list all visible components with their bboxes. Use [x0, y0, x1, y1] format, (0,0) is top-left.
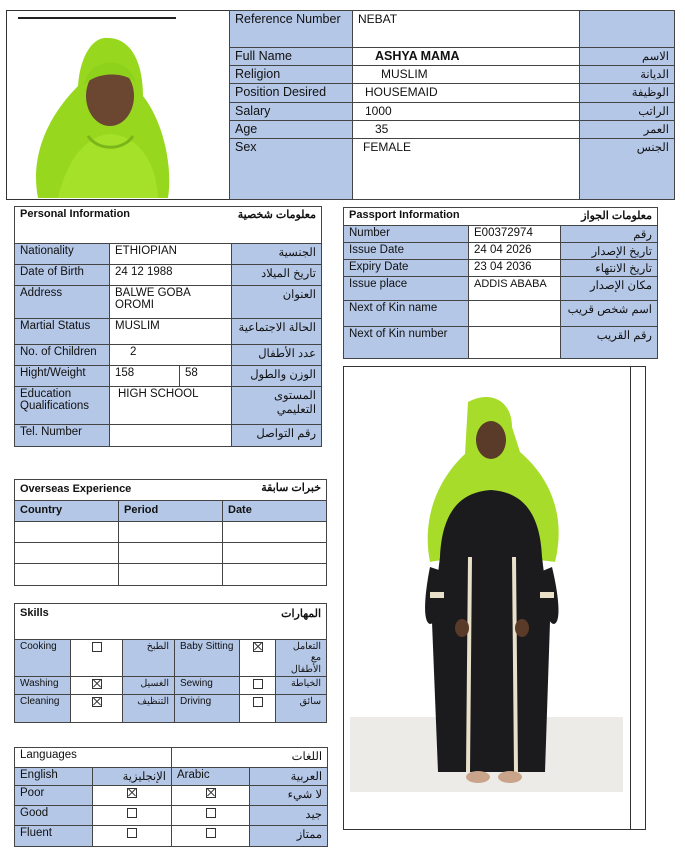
- skill-washing-checkbox[interactable]: [71, 677, 123, 695]
- position-value: HOUSEMAID: [353, 84, 580, 103]
- skill-babysitting-label: Baby Sitting: [175, 640, 240, 677]
- skill-sewing-ar: الخياطة: [276, 677, 327, 695]
- salary-ar: الراتب: [580, 103, 675, 121]
- arabic-fluent-checkbox[interactable]: [172, 826, 250, 847]
- languages-title: Languages: [15, 748, 172, 768]
- table-row: [15, 522, 327, 543]
- issue-date-label: Issue Date: [344, 243, 469, 260]
- issue-place-ar: مكان الإصدار: [561, 277, 658, 301]
- sex-label: Sex: [230, 139, 353, 200]
- address-ar: العنوان: [232, 286, 322, 319]
- skill-cooking-checkbox[interactable]: [71, 640, 123, 677]
- expiry-date-value: 23 04 2036: [469, 260, 561, 277]
- full-body-frame-divider: [630, 367, 631, 829]
- overseas-title: Overseas Experience: [15, 480, 223, 501]
- passport-number-label: Number: [344, 226, 469, 243]
- checkbox-icon: [92, 642, 102, 652]
- checkbox-icon: [253, 697, 263, 707]
- top-info-table: [229, 10, 675, 200]
- sex-value: FEMALE: [353, 139, 580, 200]
- kin-number-label: Next of Kin number: [344, 327, 469, 359]
- table-row: [15, 677, 327, 695]
- full-name-label: Full Name: [230, 48, 353, 66]
- height-weight-ar: الوزن والطول: [232, 366, 322, 387]
- position-label: Position Desired: [230, 84, 353, 103]
- salary-label: Salary: [230, 103, 353, 121]
- overseas-country-header: Country: [15, 501, 119, 522]
- marital-status-label: Martial Status: [15, 319, 110, 345]
- table-row: [15, 786, 328, 806]
- checked-box-icon: [127, 788, 137, 798]
- height-weight-label: Hight/Weight: [15, 366, 110, 387]
- skills-title-ar: المهارات: [175, 604, 327, 640]
- religion-value: MUSLIM: [353, 66, 580, 84]
- level-fluent-label: Fluent: [15, 826, 93, 847]
- sex-ar: الجنس: [580, 139, 675, 200]
- education-ar: المستوى التعليمي: [232, 387, 322, 425]
- level-good-label: Good: [15, 806, 93, 826]
- skill-washing-ar: الغسيل: [123, 677, 175, 695]
- dob-ar: تاريخ الميلاد: [232, 265, 322, 286]
- kin-number-ar: رقم القريب: [561, 327, 658, 359]
- level-poor-ar: لا شيء: [250, 786, 328, 806]
- overseas-table: [14, 479, 327, 586]
- height-value: 158: [110, 366, 180, 387]
- marital-status-value: MUSLIM: [110, 319, 232, 345]
- table-row: [15, 543, 327, 564]
- kin-name-value: [469, 301, 561, 327]
- education-value: HIGH SCHOOL: [110, 387, 232, 425]
- checkbox-icon: [253, 679, 263, 689]
- nationality-value: ETHIOPIAN: [110, 244, 232, 265]
- age-ar: العمر: [580, 121, 675, 139]
- skills-table: [14, 603, 327, 723]
- age-value: 35: [353, 121, 580, 139]
- english-poor-checkbox[interactable]: [93, 786, 172, 806]
- skill-babysitting-checkbox[interactable]: [240, 640, 276, 677]
- skill-sewing-label: Sewing: [175, 677, 240, 695]
- table-row: [15, 826, 328, 847]
- skill-washing-label: Washing: [15, 677, 71, 695]
- table-row: [15, 564, 327, 586]
- children-label: No. of Children: [15, 345, 110, 366]
- position-ar: الوظيفة: [580, 84, 675, 103]
- overseas-period-header: Period: [119, 501, 223, 522]
- passport-number-ar: رقم: [561, 226, 658, 243]
- skill-cleaning-checkbox[interactable]: [71, 695, 123, 723]
- level-poor-label: Poor: [15, 786, 93, 806]
- passport-info-title: Passport Information: [344, 208, 561, 226]
- reference-number-ar: [580, 11, 675, 48]
- expiry-date-ar: تاريخ الانتهاء: [561, 260, 658, 277]
- full-body-photo: [350, 392, 623, 792]
- portrait-photo: [18, 26, 176, 198]
- skill-driving-checkbox[interactable]: [240, 695, 276, 723]
- skills-title: Skills: [15, 604, 175, 640]
- tel-label: Tel. Number: [15, 425, 110, 447]
- salary-value: 1000: [353, 103, 580, 121]
- issue-place-label: Issue place: [344, 277, 469, 301]
- table-row: [15, 806, 328, 826]
- weight-value: 58: [180, 366, 232, 387]
- reference-number-value: NEBAT: [353, 11, 580, 48]
- skill-driving-label: Driving: [175, 695, 240, 723]
- personal-info-title: Personal Information: [15, 207, 180, 244]
- overseas-date-header: Date: [223, 501, 327, 522]
- lang-arabic-ar: العربية: [250, 768, 328, 786]
- issue-date-value: 24 04 2026: [469, 243, 561, 260]
- kin-number-value: [469, 327, 561, 359]
- age-label: Age: [230, 121, 353, 139]
- passport-info-table: [343, 207, 658, 359]
- kin-name-ar: اسم شخص قريب: [561, 301, 658, 327]
- marital-status-ar: الحالة الاجتماعية: [232, 319, 322, 345]
- languages-table: [14, 747, 328, 847]
- personal-info-title-ar: معلومات شخصية: [180, 207, 322, 244]
- reference-number-label: Reference Number: [230, 11, 353, 48]
- skill-babysitting-ar: التعامل مع الأطفال: [276, 640, 327, 677]
- skill-cleaning-ar: التنظيف: [123, 695, 175, 723]
- checked-box-icon: [253, 642, 263, 652]
- issue-place-value: ADDIS ABABA: [469, 277, 561, 301]
- dob-label: Date of Birth: [15, 265, 110, 286]
- lang-arabic-label: Arabic: [172, 768, 250, 786]
- checkbox-icon: [206, 808, 216, 818]
- checked-box-icon: [206, 788, 216, 798]
- religion-ar: الديانة: [580, 66, 675, 84]
- skill-sewing-checkbox[interactable]: [240, 677, 276, 695]
- lang-english-ar: الإنجليزية: [93, 768, 172, 786]
- portrait-line: [18, 17, 176, 19]
- education-label: Education Qualifications: [15, 387, 110, 425]
- children-ar: عدد الأطفال: [232, 345, 322, 366]
- address-value: BALWE GOBA OROMI: [110, 286, 232, 319]
- kin-name-label: Next of Kin name: [344, 301, 469, 327]
- religion-label: Religion: [230, 66, 353, 84]
- arabic-good-checkbox[interactable]: [172, 806, 250, 826]
- checked-box-icon: [92, 679, 102, 689]
- passport-info-title-ar: معلومات الجواز: [561, 208, 658, 226]
- english-fluent-checkbox[interactable]: [93, 826, 172, 847]
- dob-value: 24 12 1988: [110, 265, 232, 286]
- skill-driving-ar: سائق: [276, 695, 327, 723]
- issue-date-ar: تاريخ الإصدار: [561, 243, 658, 260]
- personal-info-table: [14, 206, 322, 447]
- skill-cooking-label: Cooking: [15, 640, 71, 677]
- full-name-value: ASHYA MAMA: [353, 48, 580, 66]
- passport-number-value: E00372974: [469, 226, 561, 243]
- table-row: [15, 695, 327, 723]
- children-value: 2: [110, 345, 232, 366]
- table-row: [15, 640, 327, 677]
- lang-english-label: English: [15, 768, 93, 786]
- overseas-title-ar: خبرات سابقة: [223, 480, 327, 501]
- checkbox-icon: [206, 828, 216, 838]
- skill-cooking-ar: الطبخ: [123, 640, 175, 677]
- nationality-label: Nationality: [15, 244, 110, 265]
- level-good-ar: جيد: [250, 806, 328, 826]
- arabic-poor-checkbox[interactable]: [172, 786, 250, 806]
- checkbox-icon: [127, 808, 137, 818]
- level-fluent-ar: ممتاز: [250, 826, 328, 847]
- address-label: Address: [15, 286, 110, 319]
- skill-cleaning-label: Cleaning: [15, 695, 71, 723]
- tel-value: [110, 425, 232, 447]
- languages-title-ar: اللغات: [172, 748, 328, 768]
- full-name-ar: الاسم: [580, 48, 675, 66]
- english-good-checkbox[interactable]: [93, 806, 172, 826]
- tel-ar: رقم التواصل: [232, 425, 322, 447]
- checkbox-icon: [127, 828, 137, 838]
- expiry-date-label: Expiry Date: [344, 260, 469, 277]
- checked-box-icon: [92, 697, 102, 707]
- nationality-ar: الجنسية: [232, 244, 322, 265]
